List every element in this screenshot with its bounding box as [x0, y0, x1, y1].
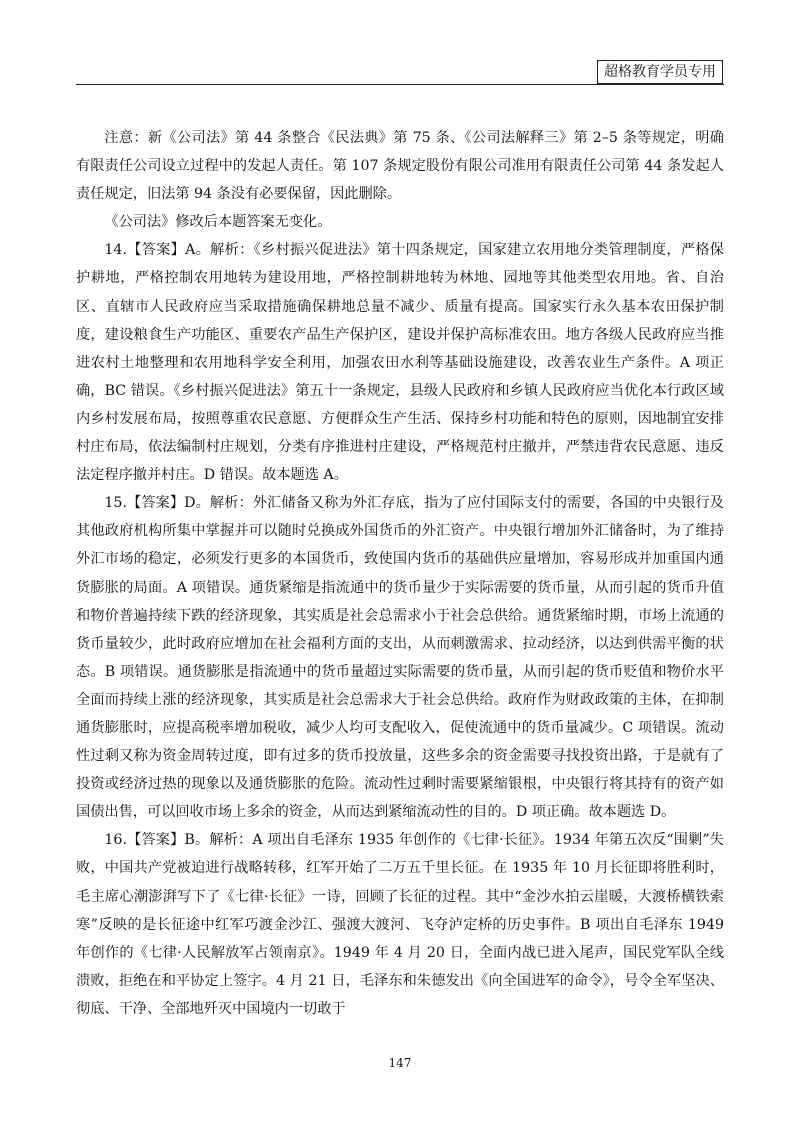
header-label: 超格教育学员专用	[597, 60, 723, 84]
header-rule	[76, 84, 724, 85]
answer-15-paragraph: 15.【答案】D。解析：外汇储备又称为外汇存底，指为了应付国际支付的需要，各国的中央银行及其他政府机构所集中掌握并可以随时兑换成外国货币的外汇资产。中央银行增加外汇储备时，为了维持外汇市场的稳定，必须发行更多的本国货币，致使国内货币的基础供应量增加，容易形成并加重国内通货膨胀的局面。A 项错误。通货紧缩是指流通中的货币量少于实际需要的货币量，从而引起的货币升值和物价普遍持续下跌的经济现象，其实质是社会总需求小于社会总供给。通货紧缩时期，市场上流通的货币量较少，此时政府应增加在社会福利方面的支出，从而刺激需求、拉动经济，以达到供需平衡的状态。B 项错误。通货膨胀是指流通中的货币量超过实际需要的货币量，从而引起的货币贬值和物价水平全面而持续上涨的经济现象，其实质是社会总需求大于社会总供给。政府作为财政政策的主体，在抑制通货膨胀时，应提高税率增加税收，减少人均可支配收入，促使流通中的货币量减少。C 项错误。流动性过剩又称为资金周转过度，即有过多的货币投放量，这些多余的资金需要寻找投资出路，于是就有了投资或经济过热的现象以及通货膨胀的危险。流动性过剩时需要紧缩银根，中央银行将其持有的资产如国债出售，可以回收市场上多余的资金，从而达到紧缩流动性的目的。D 项正确。故本题选 D。	[76, 495, 724, 821]
answer-14-paragraph: 14.【答案】A。解析：《乡村振兴促进法》第十四条规定，国家建立农用地分类管理制度，严格保护耕地，严格控制农用地转为建设用地，严格控制耕地转为林地、园地等其他类型农用地。省、自治区、直辖市人民政府应当采取措施确保耕地总量不减少、质量有提高。国家实行永久基本农田保护制度，建设粮食生产功能区、重要农产品生产保护区，建设并保护高标准农田。地方各级人民政府应当推进农村土地整理和农用地科学安全利用，加强农田水利等基础设施建设，改善农业生产条件。A 项正确，BC 错误。《乡村振兴促进法》第五十一条规定，县级人民政府和乡镇人民政府应当优化本行政区域内乡村发展布局，按照尊重农民意愿、方便群众生产生活、保持乡村功能和特色的原则，因地制宜安排村庄布局，依法编制村庄规划，分类有序推进村庄建设，严格规范村庄撤并，严禁违背农民意愿、违反法定程序撤并村庄。D 错误。故本题选 A。	[76, 242, 724, 484]
note-paragraph: 《公司法》修改后本题答案无变化。	[104, 214, 332, 231]
note-paragraph: 注意：新《公司法》第 44 条整合《民法典》第 75 条、《公司法解释三》第 2–5 条等规定，明确有限责任公司设立过程中的发起人责任。第 107 条规定股份有限公司准用有限责任公司第 44 条发起人责任规定，旧法第 94 条没有必要保留，因此删除。	[76, 130, 724, 203]
page-number: 147	[388, 1056, 412, 1070]
document-body	[76, 124, 724, 1023]
answer-16-paragraph: 16.【答案】B。解析：A 项出自毛泽东 1935 年创作的《七律·长征》。1934 年第五次反“围剿”失败，中国共产党被迫进行战略转移，红军开始了二万五千里长征。在 1935 年 10 月长征即将胜利时，毛主席心潮澎湃写下了《七律·长征》一诗，回顾了长征的过程。其中“金沙水拍云崖暖，大渡桥横铁索寒”反映的是长征途中红军巧渡金沙江、强渡大渡河、飞夺泸定桥的历史事件。B 项出自毛泽东 1949 年创作的《七律·人民解放军占领南京》。1949 年 4 月 20 日，全面内战已进入尾声，国民党军队全线溃败，拒绝在和平协定上签字。4 月 21 日，毛泽东和朱德发出《向全国进军的命令》，号令全军坚决、彻底、干净、全部地歼灭中国境内一切敢于	[76, 832, 724, 1017]
